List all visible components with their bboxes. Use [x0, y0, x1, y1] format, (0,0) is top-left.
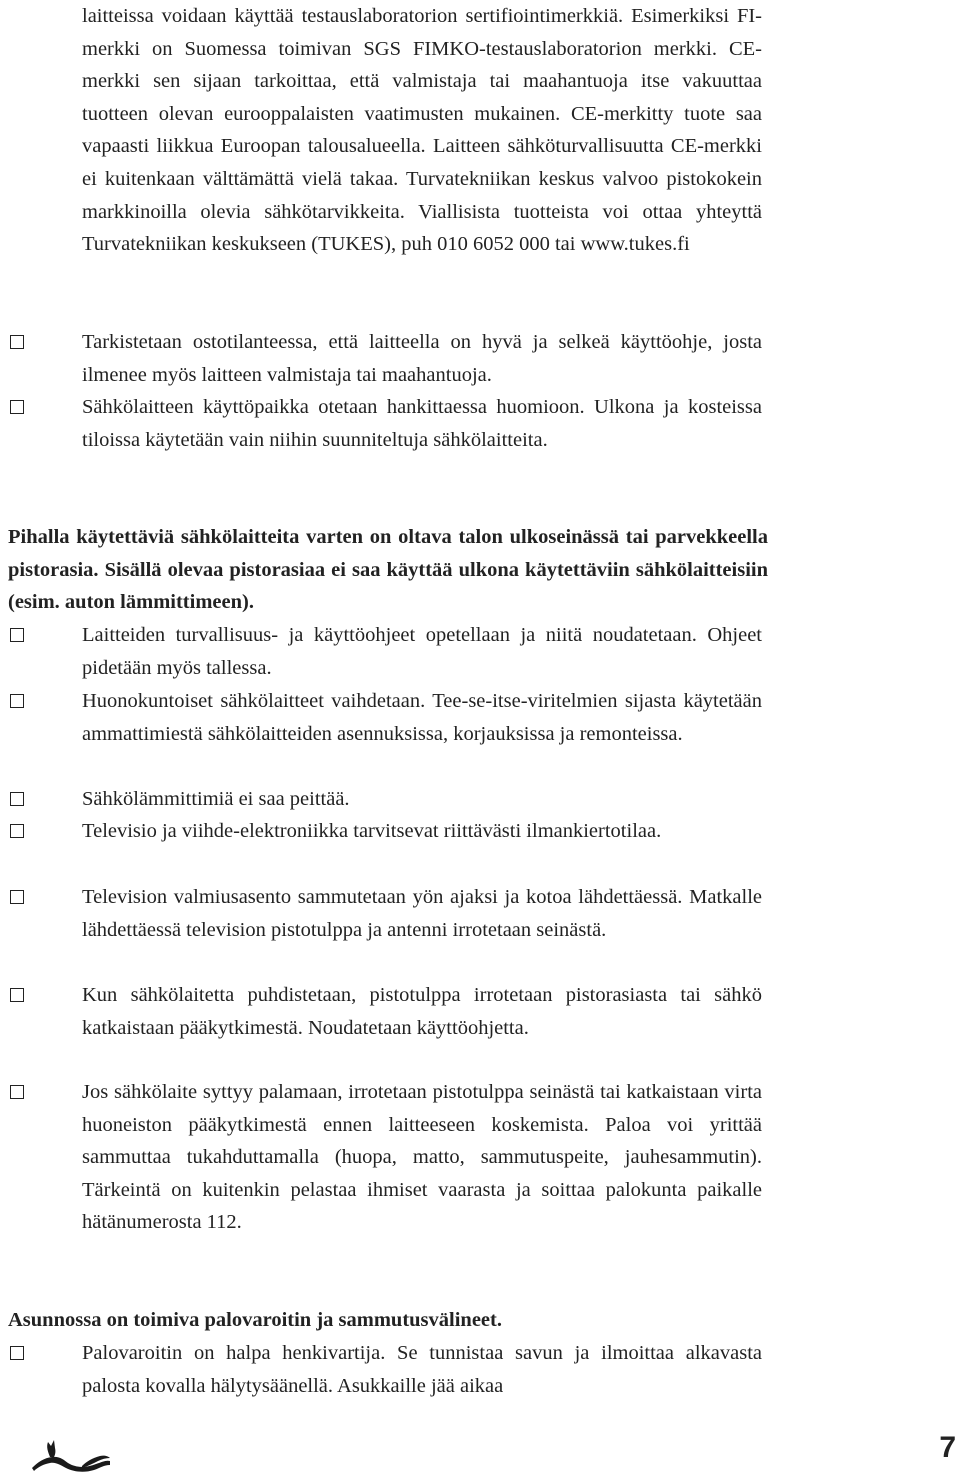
list-item — [82, 391, 762, 456]
list-item — [82, 685, 762, 750]
list-item — [82, 979, 762, 1044]
checkbox-icon — [10, 824, 24, 838]
list-item — [82, 1337, 762, 1402]
checkbox-icon — [10, 1085, 24, 1099]
cat-logo-icon — [30, 1432, 112, 1472]
list-item-text: Kun sähkölaitetta puhdistetaan, pistotulppa irrotetaan pistorasiasta tai sähkö katkaistaan pääkytkimestä. Noudatetaan käyttöohjetta. — [82, 984, 762, 1039]
list-item — [82, 783, 762, 816]
list-item-text: Jos sähkölaite syttyy palamaan, irrotetaan pistotulppa seinästä tai katkaistaan virta huoneiston pääkytkimestä ennen laitteeseen koskemista. Paloa voi yrittää sammuttaa tukahduttamalla (huopa, matto, sammutuspeite, jauhesammutin). Tärkeintä on kuitenkin pelastaa ihmiset vaarasta ja soittaa palokunta paikalle hätänumerosta 112. — [82, 1081, 762, 1234]
checkbox-icon — [10, 792, 24, 806]
checkbox-icon — [10, 335, 24, 349]
checkbox-icon — [10, 400, 24, 414]
checkbox-icon — [10, 628, 24, 642]
section-heading: Asunnossa on toimiva palovaroitin ja sammutusvälineet. — [8, 1309, 502, 1331]
list-item-text: Sähkölämmittimiä ei saa peittää. — [82, 788, 350, 810]
list-item — [82, 1076, 762, 1239]
list-item-text: Televisio ja viihde-elektroniikka tarvitsevat riittävästi ilmankiertotilaa. — [82, 820, 662, 842]
list-item — [82, 815, 762, 848]
list-item-text: Huonokuntoiset sähkölaitteet vaihdetaan. Tee-se-itse-viritelmien sijasta käytetään ammattimiestä sähkölaitteiden asennuksissa, korjauksissa ja remonteissa. — [82, 690, 762, 745]
checkbox-icon — [10, 694, 24, 708]
list-item-text: Tarkistetaan ostotilanteessa, että laitteella on hyvä ja selkeä käyttöohje, josta ilmenee myös laitteen valmistaja tai maahantuoja. — [82, 331, 762, 386]
list-item — [82, 326, 762, 391]
checkbox-icon — [10, 890, 24, 904]
list-item-text: Television valmiusasento sammutetaan yön ajaksi ja kotoa lähdettäessä. Matkalle lähdettäessä television pistotulppa ja antenni irrotetaan seinästä. — [82, 886, 762, 941]
list-item-text: Laitteiden turvallisuus- ja käyttöohjeet opetellaan ja niitä noudatetaan. Ohjeet pidetään myös tallessa. — [82, 624, 762, 679]
checkbox-icon — [10, 988, 24, 1002]
section-heading: Pihalla käytettäviä sähkölaitteita varten on oltava talon ulkoseinässä tai parvekkeella pistorasia. Sisällä olevaa pistorasiaa ei saa käyttää ulkona käytettäviin sähkölaitteisiin (esim. auton lämmittimeen). — [8, 526, 768, 614]
list-item-text: Sähkölaitteen käyttöpaikka otetaan hankittaessa huomioon. Ulkona ja kosteissa tiloissa käytetään vain niihin suunniteltuja sähkölaitteita. — [82, 396, 762, 451]
list-item-text: Palovaroitin on halpa henkivartija. Se tunnistaa savun ja ilmoittaa alkavasta palosta kovalla hälytysäänellä. Asukkaille jää aikaa — [82, 1342, 762, 1397]
intro-paragraph: laitteissa voidaan käyttää testauslaboratorion sertifiointimerkkiä. Esimerkiksi FI-merkki on Suomessa toimivan SGS FIMKO-testauslaboratorion merkki. CE-merkki sen sijaan tarkoittaa, että valmistaja tai maahantuoja itse vakuuttaa tuotteen olevan eurooppalaisten vaatimusten mukainen. CE-merkitty tuote saa vapaasti liikkua Euroopan talousalueella. Laitteen sähköturvallisuutta CE-merkki ei kuitenkaan välttämättä vielä takaa. Turvatekniikan keskus valvoo pistokokein markkinoilla olevia sähkötarvikkeita. Viallisista tuotteista voi ottaa yhteyttä Turvatekniikan keskukseen (TUKES), puh 010 6052 000 tai www.tukes.fi — [82, 5, 762, 256]
list-item — [82, 881, 762, 946]
page-number: 7 — [939, 1431, 956, 1464]
list-item — [82, 619, 762, 684]
checkbox-icon — [10, 1346, 24, 1360]
